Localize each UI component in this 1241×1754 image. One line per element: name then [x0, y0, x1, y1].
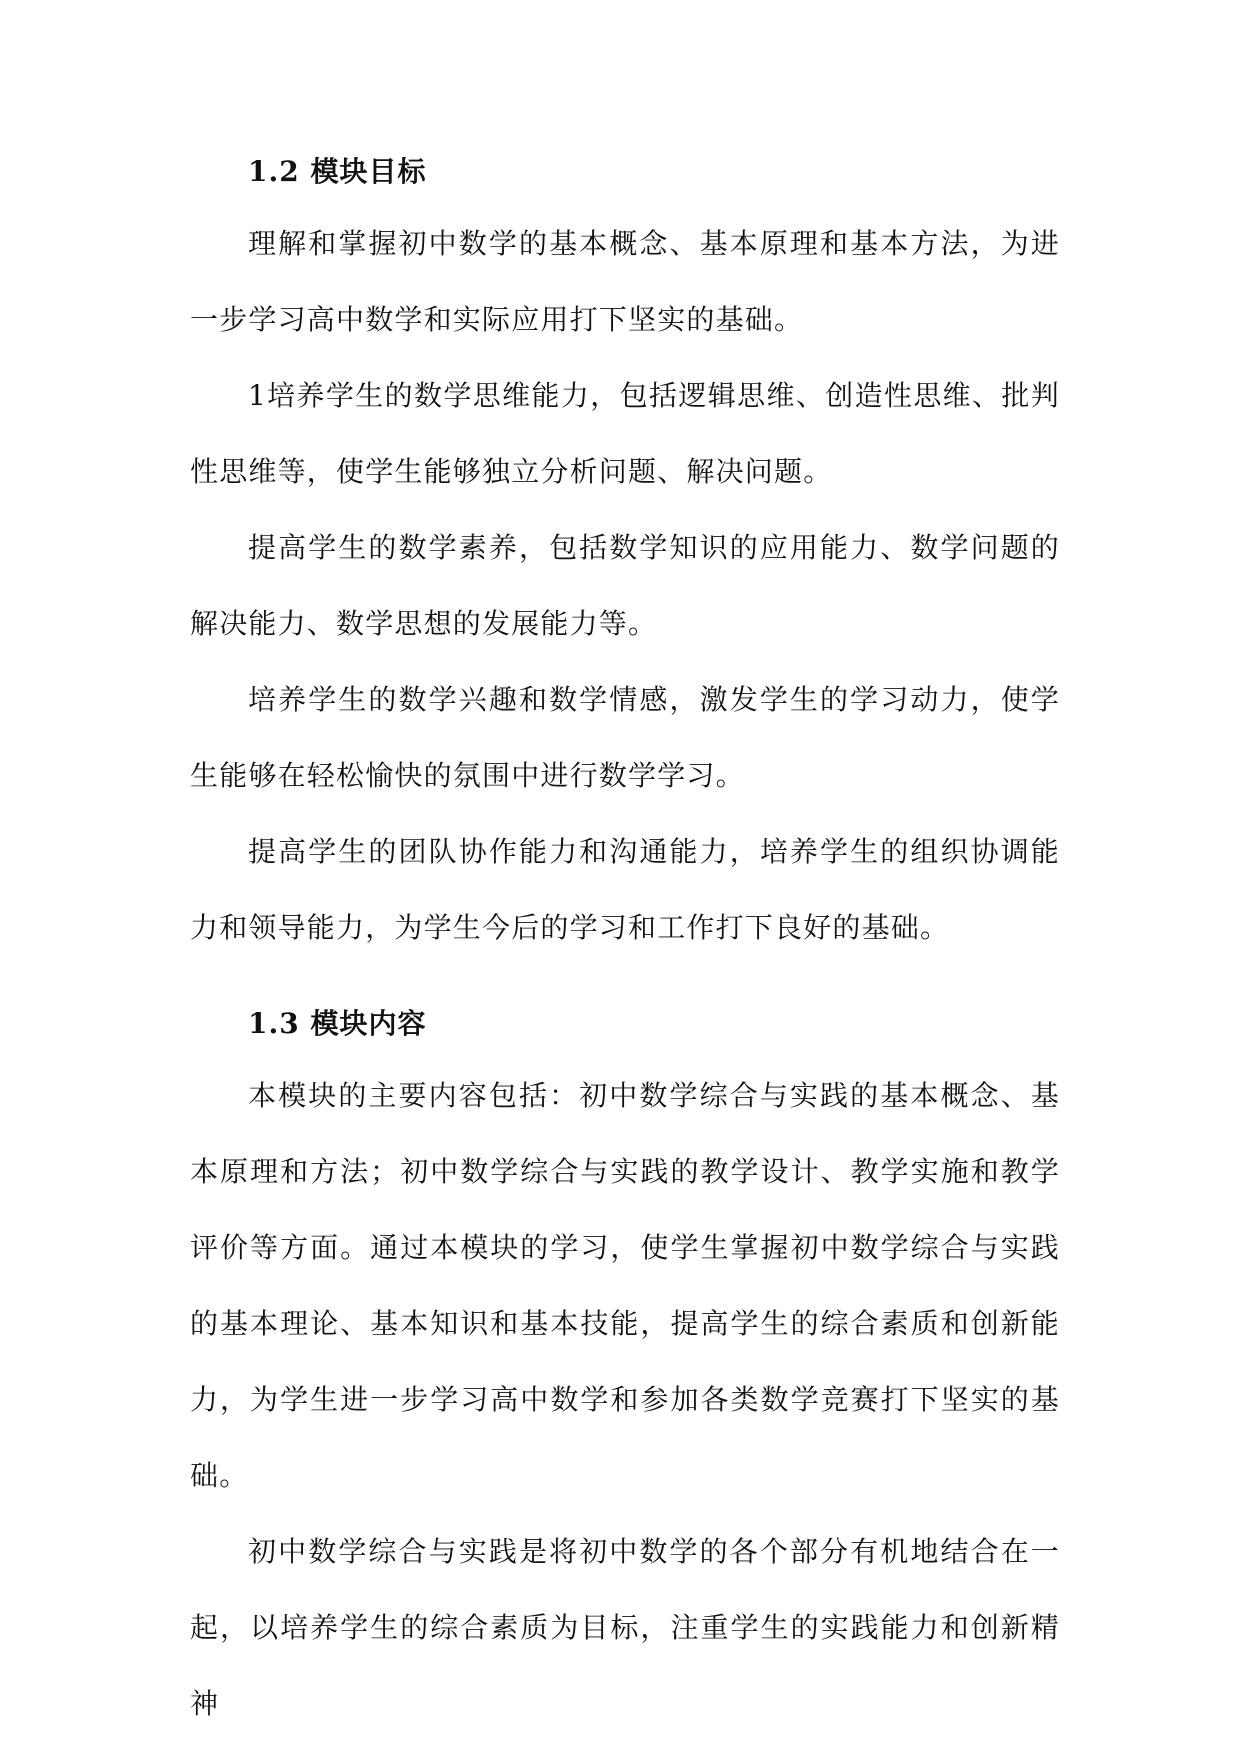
- paragraph: 1培养学生的数学思维能力，包括逻辑思维、创造性思维、批判性思维等，使学生能够独立分析问题、解决问题。: [190, 379, 1060, 488]
- paragraph: 本模块的主要内容包括：初中数学综合与实践的基本概念、基本原理和方法；初中数学综合与实践的教学设计、教学实施和教学评价等方面。通过本模块的学习，使学生掌握初中数学综合与实践的基本理论、基本知识和基本技能，提高学生的综合素质和创新能力，为学生进一步学习高中数学和参加各类数学竞赛打下坚实的基础。: [190, 1079, 1060, 1492]
- section-heading-module-goals: 1.2 模块目标: [248, 155, 427, 188]
- paragraph: 提高学生的团队协作能力和沟通能力，培养学生的组织协调能力和领导能力，为学生今后的学习和工作打下良好的基础。: [190, 835, 1060, 944]
- paragraph: 初中数学综合与实践是将初中数学的各个部分有机地结合在一起，以培养学生的综合素质为目标，注重学生的实践能力和创新精神: [190, 1535, 1060, 1720]
- paragraph: 提高学生的数学素养，包括数学知识的应用能力、数学问题的解决能力、数学思想的发展能力等。: [190, 531, 1060, 640]
- paragraph: 培养学生的数学兴趣和数学情感，激发学生的学习动力，使学生能够在轻松愉快的氛围中进行数学学习。: [190, 683, 1060, 792]
- paragraph: 理解和掌握初中数学的基本概念、基本原理和基本方法，为进一步学习高中数学和实际应用打下坚实的基础。: [190, 227, 1060, 336]
- section-heading-module-content: 1.3 模块内容: [248, 1007, 427, 1040]
